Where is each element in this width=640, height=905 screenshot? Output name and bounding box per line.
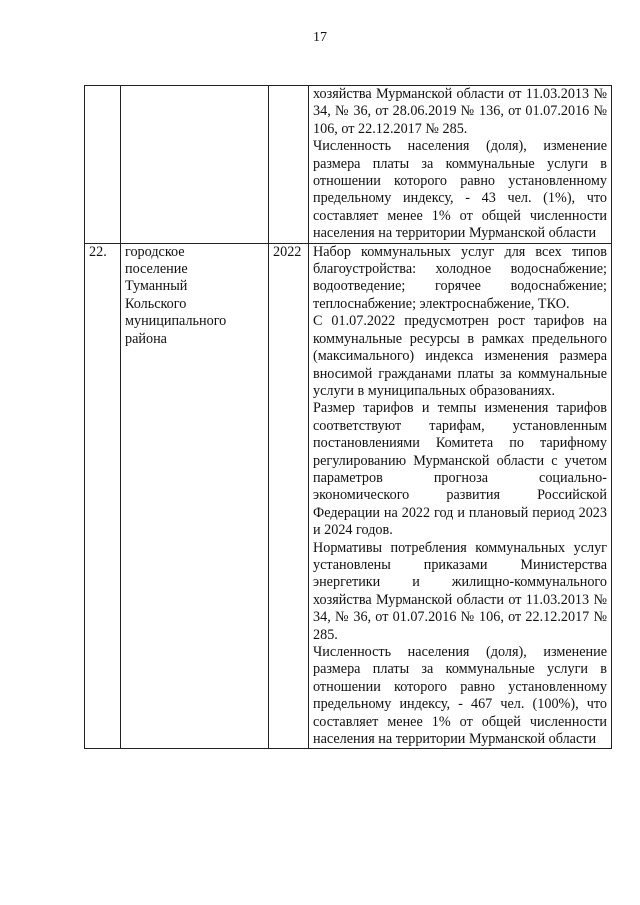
table-row-22 [85,243,612,749]
description-paragraph: хозяйства Мурманской области от 11.03.2013 № 34, № 36, от 28.06.2019 № 136, от 01.07.2016 № 106, от 22.12.2017 № 285. [313,86,607,137]
year-cell [269,86,309,244]
description-cell [309,243,612,749]
description-paragraph: Численность населения (доля), изменение размера платы за коммунальные услуги в отношении которого равно установленному предельному индексу, - 467 чел. (100%), что составляет менее 1% от общей численности населения на территории Мурманской области [313,644,607,748]
municipality-name-line: муниципального [125,313,227,330]
description-paragraph: Набор коммунальных услуг для всех типов благоустройства: холодное водоснабжение; водоотведение; горячее водоснабжение; теплоснабжение; электроснабжение, ТКО. [313,243,607,312]
municipality-name-line: Кольского [125,295,187,312]
table-row-continuation [85,86,612,244]
description-paragraph: Численность населения (доля), изменение размера платы за коммунальные услуги в отношении которого равно установленному предельному индексу, - 43 чел. (1%), что составляет менее 1% от общей численности населения на территории Мурманской области [313,138,607,242]
year-cell: 2022 [269,243,309,749]
row-number-cell: 22. [85,243,121,749]
description-paragraph: Размер тарифов и темпы изменения тарифов соответствуют тарифам, установленным постановлениями Комитета по тарифному регулированию Мурманской области с учетом параметров прогноза социально-экономического развития Российской Федерации на 2022 год и плановый период 2023 и 2024 годов. [313,400,607,539]
municipality-name-line: района [125,330,167,347]
municipality-name-line: Туманный [125,278,188,295]
municipality-cell [121,243,269,749]
data-table [84,85,612,749]
municipality-name-line: поселение [125,261,188,278]
description-paragraph: Нормативы потребления коммунальных услуг установлены приказами Министерства энергетики и жилищно-коммунального хозяйства Мурманской области от 11.03.2013 № 34, № 36, от 01.07.2016 № 106, от 22.12.2017 № 285. [313,539,607,643]
row-number-cell [85,86,121,244]
municipality-name-line: городское [125,243,185,260]
description-cell [309,86,612,244]
description-paragraph: С 01.07.2022 предусмотрен рост тарифов на коммунальные ресурсы в рамках предельного (максимального) индекса изменения размера вносимой гражданами платы за коммунальные услуги в муниципальных образованиях. [313,313,607,399]
page-number: 17 [313,30,327,45]
municipality-cell [121,86,269,244]
